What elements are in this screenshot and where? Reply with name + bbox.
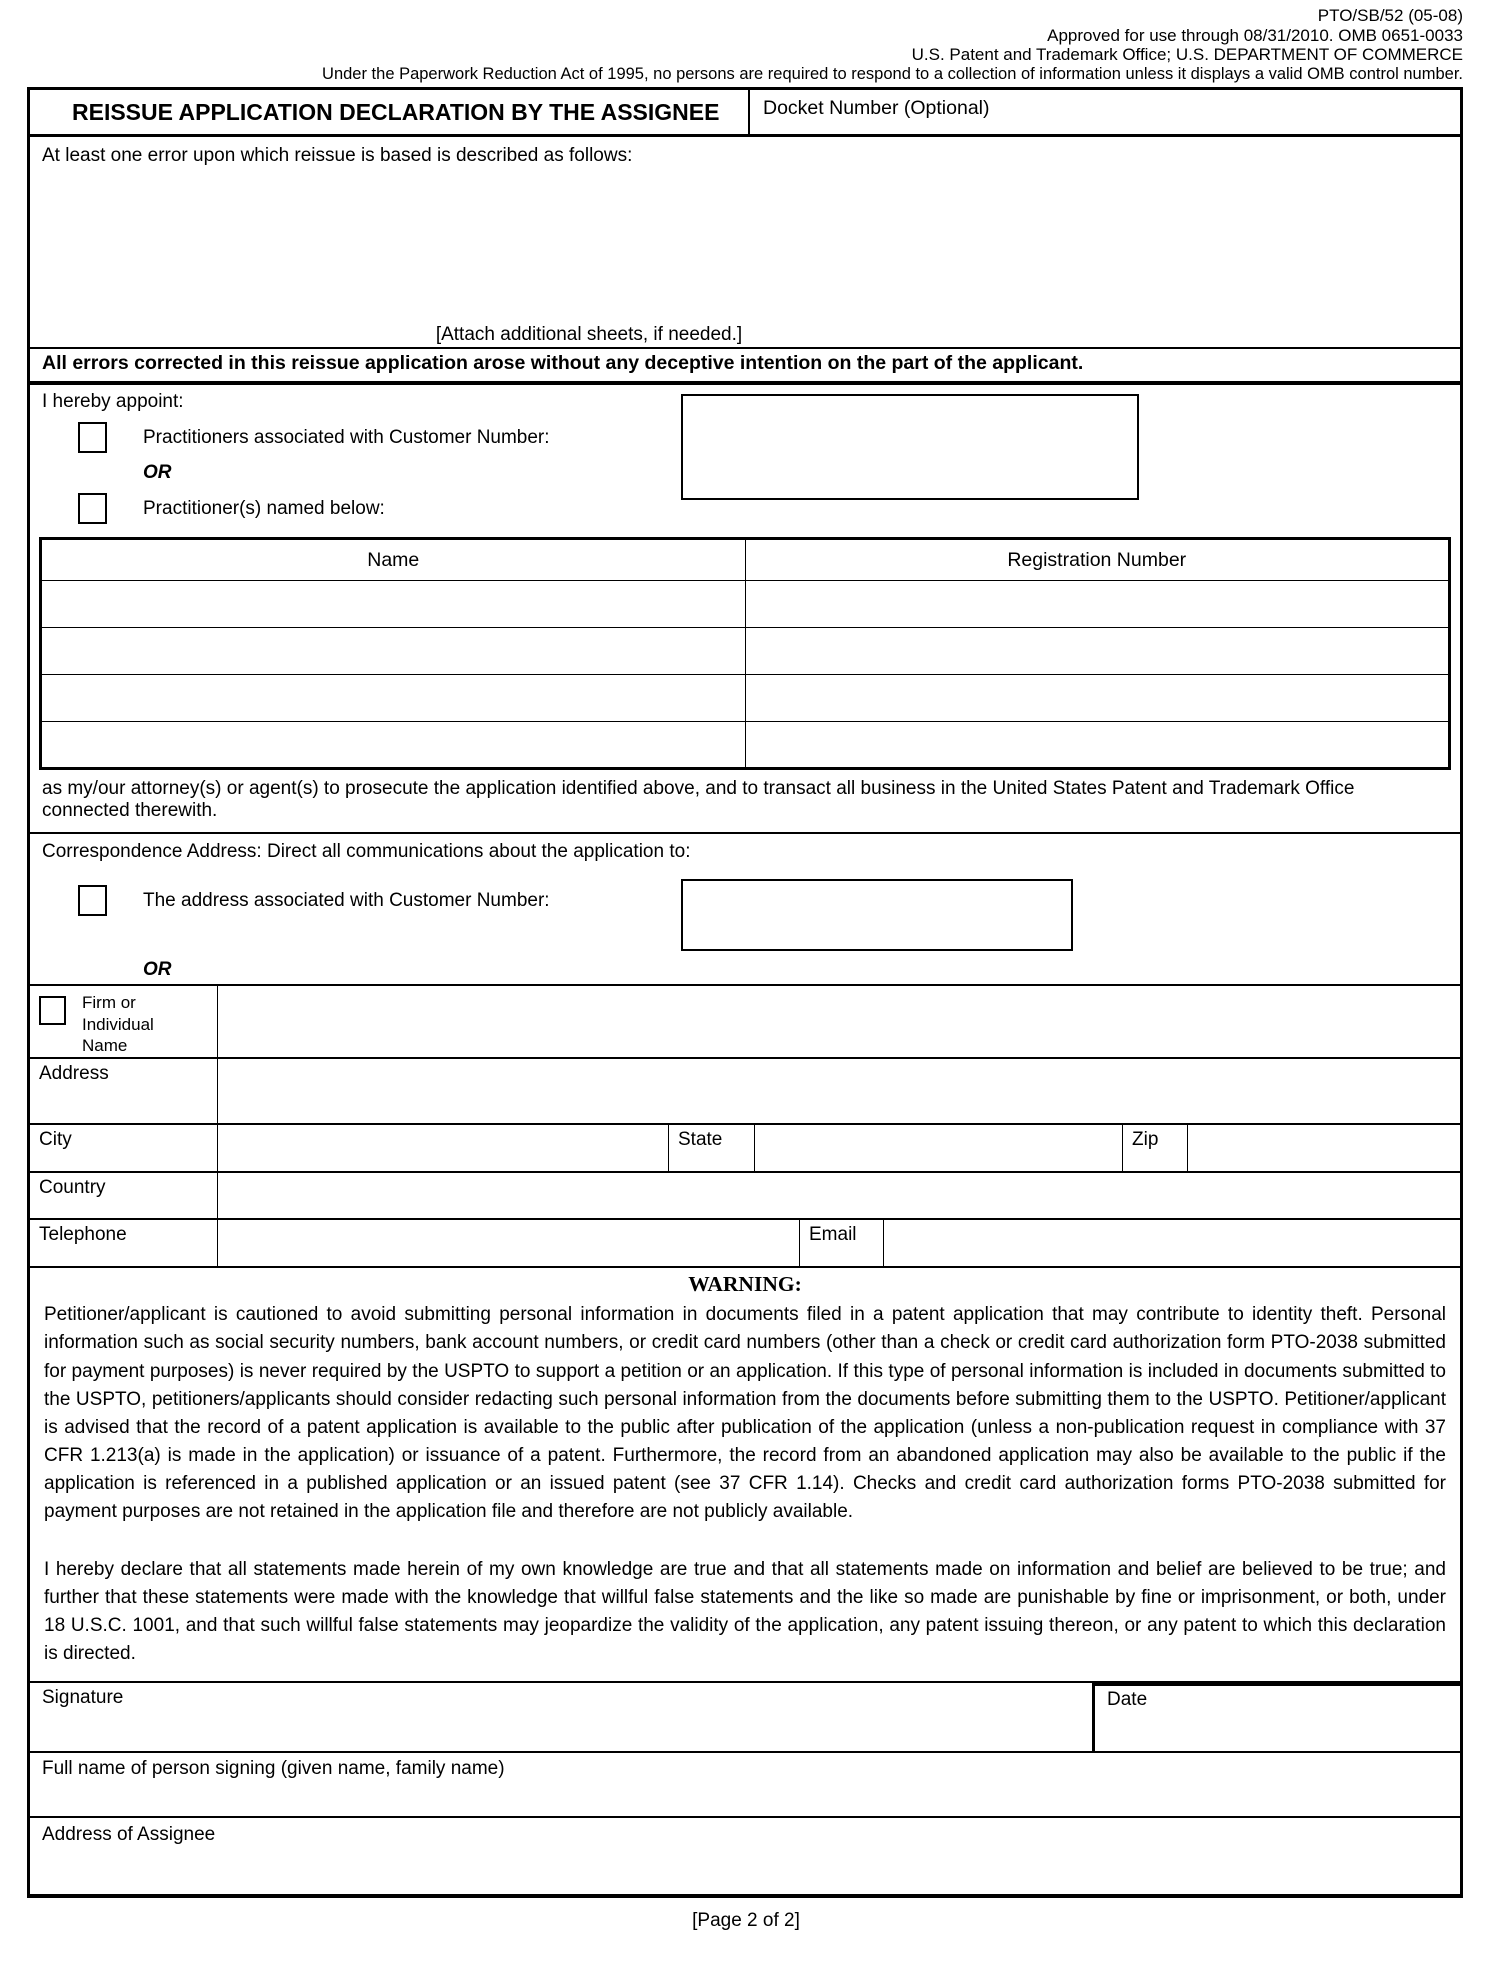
error-prompt: At least one error upon which reissue is based is described as follows: — [42, 145, 633, 167]
firm-name-input[interactable] — [218, 986, 1460, 1057]
practitioner-name-column-header: Name — [41, 539, 746, 581]
warning-heading: WARNING: — [688, 1272, 802, 1297]
practitioner-table — [39, 537, 1451, 770]
registration-number-column-header: Registration Number — [745, 539, 1450, 581]
email-input[interactable] — [884, 1220, 1460, 1266]
practitioner-table-header-row — [41, 539, 1450, 581]
city-state-zip-row — [30, 1125, 1460, 1173]
city-input[interactable] — [218, 1125, 668, 1171]
firm-name-checkbox[interactable] — [39, 996, 66, 1025]
zip-input[interactable] — [1188, 1125, 1460, 1171]
customer-number-option-label: Practitioners associated with Customer Number: — [143, 427, 550, 449]
country-input[interactable] — [218, 1173, 1460, 1218]
registration-number-input[interactable] — [745, 581, 1450, 628]
correspondence-section — [30, 834, 1460, 986]
firm-name-label: Firm or Individual Name — [82, 993, 154, 1056]
correspondence-customer-number-input[interactable] — [681, 879, 1073, 951]
practitioner-row — [41, 675, 1450, 722]
customer-number-checkbox[interactable] — [78, 422, 107, 453]
appointment-customer-number-input[interactable] — [681, 394, 1139, 500]
correspondence-or-label: OR — [143, 959, 172, 981]
practitioner-row — [41, 628, 1450, 675]
attorney-appointment-closing: as my/our attorney(s) or agent(s) to prosecute the application identified above, and to transact all business in the United States Patent and Trademark Office connected therewith. — [42, 778, 1355, 822]
attach-sheets-note: [Attach additional sheets, if needed.] — [435, 324, 743, 346]
error-description-section — [30, 137, 1460, 349]
docket-number-label: Docket Number (Optional) — [763, 97, 990, 120]
country-label: Country — [30, 1173, 218, 1218]
signature-label: Signature — [42, 1686, 124, 1708]
appoint-intro: I hereby appoint: — [42, 391, 184, 413]
state-input[interactable] — [755, 1125, 1122, 1171]
date-label: Date — [1107, 1688, 1148, 1710]
correspondence-address-table — [30, 986, 1460, 1268]
correspondence-heading: Correspondence Address: Direct all communications about the application to: — [42, 841, 691, 863]
registration-number-input[interactable] — [745, 628, 1450, 675]
named-practitioner-option-label: Practitioner(s) named below: — [143, 498, 385, 520]
error-description-input[interactable] — [30, 177, 1460, 317]
practitioner-row — [41, 581, 1450, 628]
full-name-field[interactable] — [30, 1753, 1460, 1818]
form-header — [0, 0, 1492, 84]
telephone-input[interactable] — [218, 1220, 799, 1266]
agency-line: U.S. Patent and Trademark Office; U.S. DEPARTMENT OF COMMERCE — [911, 45, 1463, 65]
practitioner-name-input[interactable] — [41, 675, 746, 722]
firm-name-row — [30, 986, 1460, 1059]
zip-label: Zip — [1122, 1125, 1188, 1171]
appointment-section — [30, 385, 1460, 834]
page-number-label: [Page 2 of 2] — [692, 1909, 800, 1931]
correspondence-customer-number-label: The address associated with Customer Number: — [143, 890, 550, 912]
address-label: Address — [30, 1059, 218, 1123]
warning-section — [30, 1268, 1460, 1682]
approval-line: Approved for use through 08/31/2010. OMB 0651-0033 — [1047, 25, 1463, 45]
declaration-paragraph: I hereby declare that all statements made herein of my own knowledge are true and that all statements made on information and belief are believed to be true; and further that these statements were made with the knowledge that willful false statements and the like so made are punishable by fine or imprisonment, or both, under 18 U.S.C. 1001, and that such willful false statements may jeopardize the validity of the application, any patent issuing thereon, or any patent to which this declaration is directed. — [44, 1559, 1446, 1665]
email-label: Email — [799, 1220, 884, 1266]
telephone-email-row — [30, 1220, 1460, 1268]
no-deceptive-intention-statement: All errors corrected in this reissue application arose without any deceptive intention on the part of the applicant. — [30, 349, 1460, 385]
telephone-label: Telephone — [30, 1220, 218, 1266]
signature-field[interactable] — [30, 1683, 1092, 1751]
address-row — [30, 1059, 1460, 1125]
practitioner-row — [41, 722, 1450, 769]
signature-date-row — [30, 1683, 1460, 1753]
paperwork-reduction-notice: Under the Paperwork Reduction Act of 1995, no persons are required to respond to a collection of information unless it displays a valid OMB control number. — [322, 65, 1463, 84]
form-number: PTO/SB/52 (05-08) — [1317, 6, 1463, 25]
warning-body: Petitioner/applicant is cautioned to avoid submitting personal information in documents filed in a patent application that may contribute to identity theft. Personal information such as social security numbers, bank account numbers, or credit card numbers (other than a check or credit card authorization form PTO-2038 submitted for payment purposes) is never required by the USPTO to support a petition or an application. If this type of personal information is included in documents submitted to the USPTO, petitioners/applicants should consider redacting such personal information from the documents before submitting them to the USPTO. Petitioner/applicant is advised that the record of a patent application is available to the public after publication of the application (unless a non-publication request in compliance with 37 CFR 1.213(a) is made in the application) or issuance of a patent. Furthermore, the record from an abandoned application may also be available to the public if the application is referenced in a published application or an issued patent (see 37 CFR 1.14). Checks and credit card authorization forms PTO-2038 submitted for payment purposes are not retained in the application file and therefore are not publicly available. — [44, 1304, 1446, 1523]
full-name-label: Full name of person signing (given name, family name) — [42, 1757, 505, 1779]
form-title: REISSUE APPLICATION DECLARATION BY THE ASSIGNEE — [72, 99, 720, 126]
practitioner-name-input[interactable] — [41, 628, 746, 675]
reissue-declaration-form — [27, 87, 1463, 1897]
title-row — [30, 90, 1460, 137]
appointment-or-label: OR — [143, 462, 172, 484]
state-label: State — [668, 1125, 755, 1171]
assignee-address-field[interactable] — [30, 1818, 1460, 1894]
registration-number-input[interactable] — [745, 675, 1450, 722]
correspondence-customer-number-checkbox[interactable] — [78, 885, 107, 916]
date-field[interactable] — [1092, 1683, 1460, 1751]
address-input[interactable] — [218, 1059, 1460, 1123]
docket-number-field[interactable] — [748, 90, 1460, 134]
practitioner-name-input[interactable] — [41, 722, 746, 769]
practitioner-name-input[interactable] — [41, 581, 746, 628]
country-row — [30, 1173, 1460, 1220]
named-practitioner-checkbox[interactable] — [78, 493, 107, 524]
registration-number-input[interactable] — [745, 722, 1450, 769]
city-label: City — [30, 1125, 218, 1171]
assignee-address-label: Address of Assignee — [42, 1823, 216, 1845]
firm-name-label-cell — [30, 986, 218, 1057]
